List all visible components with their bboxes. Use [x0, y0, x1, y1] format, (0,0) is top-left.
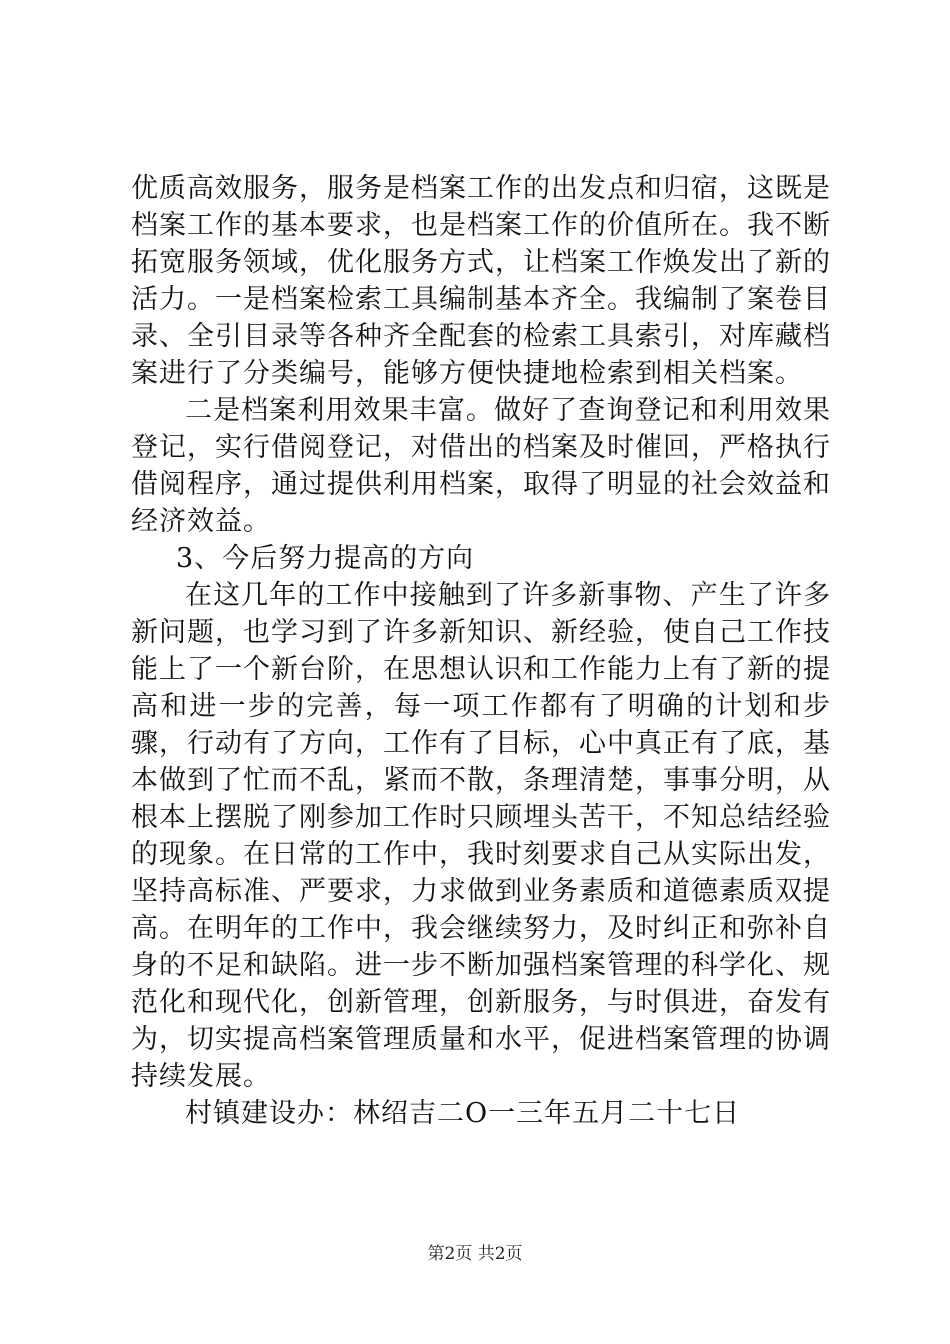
section-heading-future-direction: 3、今后努力提高的方向: [176, 543, 475, 574]
paragraph-future-direction: 在这几年的工作中接触到了许多新事物、产生了许多新问题，也学习到了许多新知识、新经验，使自己工作技能上了一个新台阶，在思想认识和工作能力上有了新的提高和进一步的完善，每一项工作都有了明确的计划和步骤，行动有了方向，工作有了目标，心中真正有了底，基本做到了忙而不乱，紧而不散，条理清楚，事事分明，从根本上摆脱了刚参加工作时只顾埋头苦干，不知总结经验的现象。在日常的工作中，我时刻要求自己从实际出发，坚持高标准、严要求，力求做到业务素质和道德素质双提高。在明年的工作中，我会继续努力，及时纠正和弥补自身的不足和缺陷。进一步不断加强档案管理的科学化、规范化和现代化，创新管理，创新服务，与时俱进，奋发有为，切实提高档案管理质量和水平，促进档案管理的协调持续发展。: [131, 580, 831, 1092]
page-number-label: 第2页 共2页: [427, 1244, 523, 1264]
page-footer: [0, 1243, 950, 1265]
paragraph-service: 优质高效服务，服务是档案工作的出发点和归宿，这既是档案工作的基本要求，也是档案工作的价值所在。我不断拓宽服务领域，优化服务方式，让档案工作焕发出了新的活力。一是档案检索工具编制基本齐全。我编制了案卷目录、全引目录等各种齐全配套的检索工具索引，对库藏档案进行了分类编号，能够方便快捷地检索到相关档案。: [131, 173, 831, 389]
signature-line: 村镇建设办：林绍吉二O一三年五月二十七日: [185, 1098, 741, 1129]
paragraph-archive-usage: 二是档案利用效果丰富。做好了查询登记和利用效果登记，实行借阅登记，对借出的档案及时催回，严格执行借阅程序，通过提供利用档案，取得了明显的社会效益和经济效益。: [131, 395, 831, 537]
document-body: [131, 170, 831, 1132]
